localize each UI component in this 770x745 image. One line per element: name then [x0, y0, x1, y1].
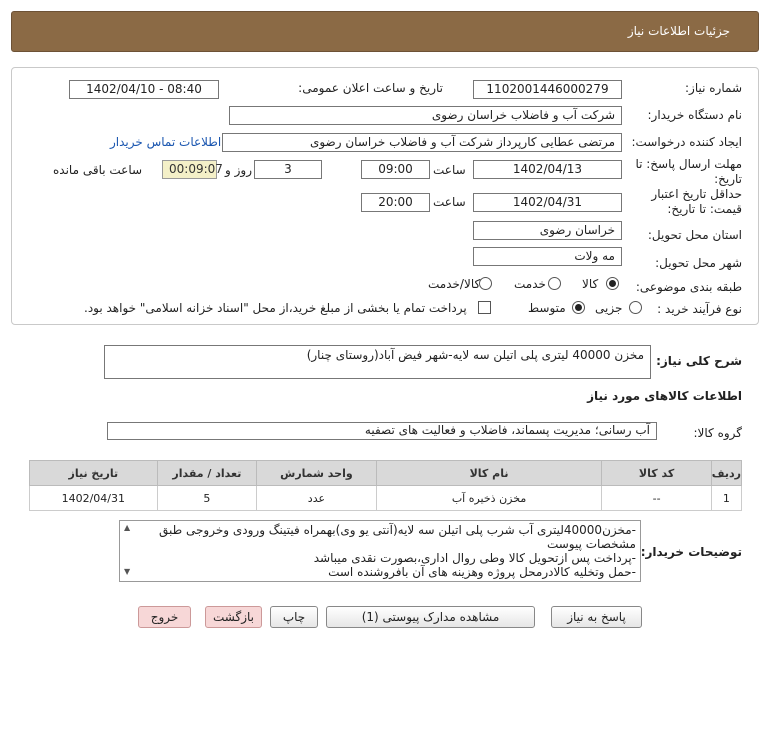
category-label: طبقه بندی موضوعی: — [635, 280, 742, 294]
validity-date-field[interactable]: 1402/04/31 — [473, 193, 622, 212]
buyer-org-label: نام دستگاه خریدار: — [647, 108, 742, 122]
note-line-2: -پرداخت پس ازتحویل کالا وطی روال اداری،بصورت نقدی میباشد — [313, 551, 636, 565]
notes-scrollbar[interactable] — [122, 523, 136, 579]
deadline-label-date: تاریخ: — [714, 172, 742, 186]
validity-time-label: ساعت — [433, 195, 466, 209]
table-row — [30, 486, 742, 511]
summary-label: شرح کلی نیاز: — [656, 354, 742, 368]
cell-code: -- — [602, 486, 711, 511]
view-attachments-button[interactable]: مشاهده مدارک پیوستی (1) — [326, 606, 535, 628]
deadline-time-label: ساعت — [433, 163, 466, 177]
category-goods-service-label: کالا/خدمت — [428, 277, 481, 291]
announce-date-field[interactable]: 1402/04/10 - 08:40 — [69, 80, 219, 99]
cell-date: 1402/04/31 — [30, 486, 158, 511]
city-label: شهر محل تحویل: — [655, 256, 742, 270]
process-type-label: نوع فرآیند خرید : — [657, 302, 742, 316]
buyer-org-field[interactable]: شرکت آب و فاضلاب خراسان رضوی — [229, 106, 622, 125]
print-button[interactable]: چاپ — [270, 606, 318, 628]
cell-name: مخزن ذخیره آب — [376, 486, 602, 511]
note-line-1: -مخزن40000لیتری آب شرب پلی اتیلن سه لایه(آنتی یو وی)بهمراه فیتینگ ورودی وخروجی طبق مشخصات پیوست — [159, 523, 636, 551]
col-name: نام کالا — [376, 461, 602, 486]
category-goods-radio[interactable] — [606, 277, 619, 290]
col-date: تاریخ نیاز — [30, 461, 158, 486]
deadline-time-field[interactable]: 09:00 — [361, 160, 430, 179]
deadline-date-field[interactable]: 1402/04/13 — [473, 160, 622, 179]
goods-group-field: آب رسانی؛ مدیریت پسماند، فاضلاب و فعالیت های تصفیه — [107, 422, 657, 440]
col-qty: تعداد / مقدار — [157, 461, 257, 486]
reply-button[interactable]: پاسخ به نیاز — [551, 606, 642, 628]
province-field[interactable]: خراسان رضوی — [473, 221, 622, 240]
col-row: ردیف — [711, 461, 741, 486]
category-service-label: خدمت — [514, 277, 546, 291]
page-title: جزئیات اطلاعات نیاز — [627, 24, 730, 38]
buyer-notes-box[interactable] — [119, 520, 641, 582]
col-code: کد کالا — [602, 461, 711, 486]
note-line-3: -حمل وتخلیه کالادرمحل پروژه وهزینه های آن بافروشنده است — [328, 565, 636, 579]
countdown-timer: 00:09:07 — [162, 160, 217, 179]
cell-qty: 5 — [157, 486, 257, 511]
announce-date-label: تاریخ و ساعت اعلان عمومی: — [298, 81, 443, 95]
summary-text: مخزن 40000 لیتری پلی اتیلن سه لایه-شهر فیض آباد(روستای چنار) — [104, 345, 651, 379]
remaining-days-field[interactable]: 3 — [254, 160, 322, 179]
page-header — [11, 11, 759, 52]
need-number-field[interactable]: 1102001446000279 — [473, 80, 622, 99]
buyer-notes-label: توضیحات خریدار: — [640, 545, 742, 559]
days-label: روز و — [225, 163, 252, 177]
treasury-payment-label: پرداخت تمام یا بخشی از مبلغ خرید،از محل "اسناد خزانه اسلامی" خواهد بود. — [84, 301, 467, 315]
exit-button[interactable]: خروج — [138, 606, 191, 628]
scroll-up-icon[interactable]: ▲ — [124, 523, 131, 532]
validity-label: حداقل تاریخ اعتبار — [651, 187, 742, 201]
buyer-contact-link[interactable]: اطلاعات تماس خریدار — [110, 135, 222, 149]
cell-row: 1 — [711, 486, 741, 511]
goods-group-label: گروه کالا: — [693, 426, 742, 440]
scroll-down-icon[interactable]: ▼ — [124, 567, 131, 576]
validity-time-field[interactable]: 20:00 — [361, 193, 430, 212]
col-unit: واحد شمارش — [257, 461, 377, 486]
process-medium-radio[interactable] — [572, 301, 585, 314]
creator-label: ایجاد کننده درخواست: — [631, 135, 742, 149]
validity-label-date: قیمت: تا تاریخ: — [667, 202, 742, 216]
process-minor-label: جزیی — [595, 301, 623, 315]
goods-section-title: اطلاعات کالاهای مورد نیاز — [587, 389, 742, 403]
category-goods-service-radio[interactable] — [479, 277, 492, 290]
goods-table-header — [30, 461, 742, 486]
province-label: استان محل تحویل: — [647, 228, 742, 242]
back-button[interactable]: بازگشت — [205, 606, 262, 628]
treasury-payment-checkbox[interactable] — [478, 301, 491, 314]
category-goods-label: کالا — [582, 277, 599, 291]
city-field[interactable]: مه ولات — [473, 247, 622, 266]
need-number-label: شماره نیاز: — [685, 81, 742, 95]
cell-unit: عدد — [257, 486, 377, 511]
goods-table — [29, 460, 742, 511]
process-medium-label: متوسط — [528, 301, 566, 315]
category-service-radio[interactable] — [548, 277, 561, 290]
creator-field[interactable]: مرتضی عطایی کارپرداز شرکت آب و فاضلاب خراسان رضوی — [222, 133, 622, 152]
deadline-label: مهلت ارسال پاسخ: تا — [635, 157, 742, 171]
process-minor-radio[interactable] — [629, 301, 642, 314]
remaining-time-label: ساعت باقی مانده — [53, 163, 143, 177]
